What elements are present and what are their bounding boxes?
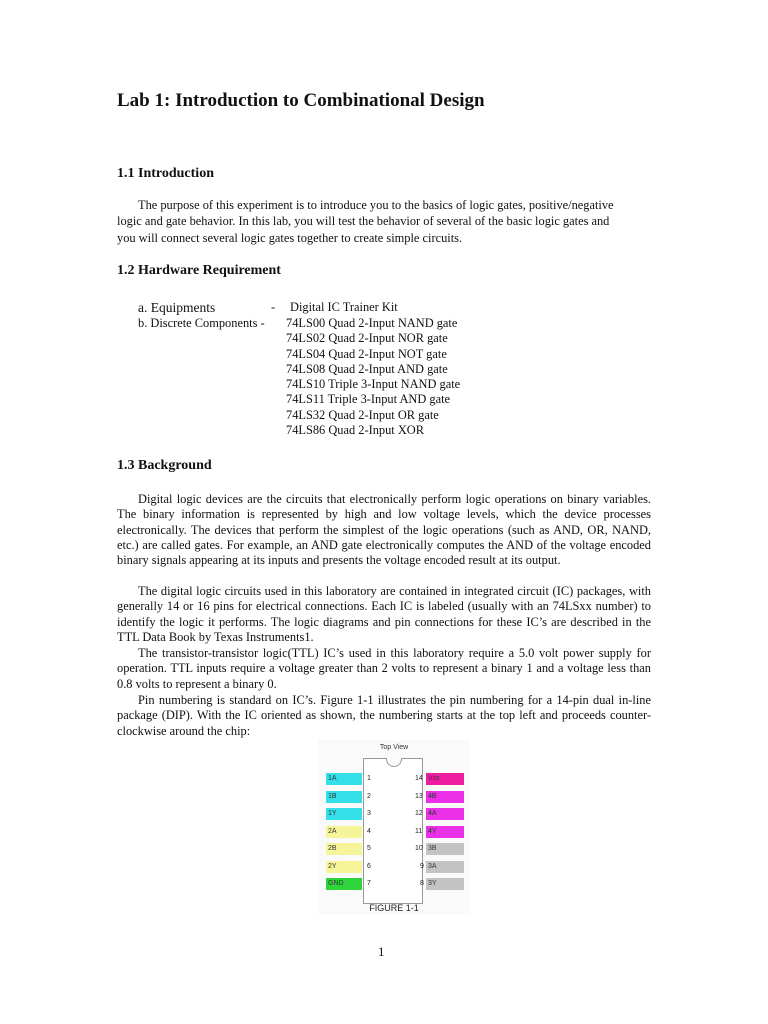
pin-label-left: 1B bbox=[326, 791, 362, 803]
pin-number-left: 5 bbox=[367, 845, 371, 852]
component-item: 74LS08 Quad 2-Input AND gate bbox=[286, 361, 448, 376]
background-text-1: Digital logic devices are the circuits that electronically perform logic operations on binary variables. The binary information is represented by high and low voltage levels, which the device processes electronically. The devices that perform the simplest of the logic operations (such as AND, OR, NAND, etc.) are called gates. For example, an AND gate electronically computes the AND of the voltage encoded binary signals appearing at its inputs and presents the voltage encoded result at its output. bbox=[117, 492, 651, 568]
pin-label-left: 1A bbox=[326, 773, 362, 785]
pin-label-left: 2B bbox=[326, 843, 362, 855]
pin-number-left: 3 bbox=[367, 810, 371, 817]
section-heading-introduction: 1.1 Introduction bbox=[117, 166, 214, 181]
intro-line-1: The purpose of this experiment is to introduce you to the basics of logic gates, positive/negative bbox=[138, 198, 614, 212]
pin-label-left: GND bbox=[326, 878, 362, 890]
equipments-value: Digital IC Trainer Kit bbox=[290, 300, 398, 314]
pin-number-right: 9 bbox=[420, 862, 424, 870]
background-paragraph-3 bbox=[117, 646, 651, 692]
component-item: 74LS86 Quad 2-Input XOR bbox=[286, 423, 425, 438]
pin-label-right: Vcc bbox=[426, 773, 464, 785]
equipments-dash: - bbox=[271, 300, 276, 314]
background-paragraph-1 bbox=[117, 492, 651, 568]
dip-chip-figure bbox=[318, 740, 470, 915]
pin-number-right: 14 bbox=[415, 775, 423, 782]
pin-label-right: 4B bbox=[426, 791, 464, 803]
pin-label-left: 2A bbox=[326, 826, 362, 838]
pin-number-right: 11 bbox=[415, 827, 423, 835]
chip-body bbox=[363, 758, 423, 904]
chip-notch bbox=[386, 758, 402, 767]
pin-label-right: 3A bbox=[426, 861, 464, 873]
pin-number-right: 8 bbox=[420, 880, 424, 887]
pin-number-left: 6 bbox=[367, 862, 371, 870]
discrete-components-label: b. Discrete Components - bbox=[138, 316, 265, 330]
component-item: 74LS02 Quad 2-Input NOR gate bbox=[286, 331, 448, 346]
background-paragraph-2 bbox=[117, 584, 651, 645]
pin-number-left: 1 bbox=[367, 775, 371, 782]
equipments-label: a. Equipments bbox=[138, 300, 216, 315]
pin-label-right: 3Y bbox=[426, 878, 464, 890]
pin-label-right: 4Y bbox=[426, 826, 464, 838]
component-item: 74LS11 Triple 3-Input AND gate bbox=[286, 392, 451, 407]
pin-number-left: 7 bbox=[367, 880, 371, 887]
pin-label-right: 4A bbox=[426, 808, 464, 820]
section-heading-hardware: 1.2 Hardware Requirement bbox=[117, 263, 281, 278]
pin-label-left: 1Y bbox=[326, 808, 362, 820]
background-paragraph-4 bbox=[117, 693, 651, 739]
section-heading-background: 1.3 Background bbox=[117, 458, 212, 473]
pin-label-left: 2Y bbox=[326, 861, 362, 873]
intro-line-2: logic and gate behavior. In this lab, you will test the behavior of several of the basic logic gates and bbox=[117, 214, 610, 229]
figure-caption: FIGURE 1-1 bbox=[369, 903, 419, 913]
pin-number-left: 2 bbox=[367, 792, 371, 800]
pin-number-right: 10 bbox=[415, 845, 423, 852]
intro-paragraph bbox=[117, 197, 614, 246]
component-item: 74LS04 Quad 2-Input NOT gate bbox=[286, 346, 447, 361]
page-number: 1 bbox=[378, 944, 385, 959]
figure-top-view-label: Top View bbox=[379, 744, 409, 751]
component-item: 74LS00 Quad 2-Input NAND gate bbox=[286, 316, 458, 330]
pin-number-right: 12 bbox=[415, 810, 423, 817]
component-item: 74LS10 Triple 3-Input NAND gate bbox=[286, 377, 461, 392]
background-text-2: The digital logic circuits used in this laboratory are contained in integrated circuit (IC) packages, with generally 14 or 16 pins for electrical connections. Each IC is labeled (usually with an 74LSxx number) to identify the logic it performs. The logic diagrams and pin connections for these IC’s are described in the TTL Data Book by Texas Instruments1. bbox=[117, 584, 651, 644]
pin-number-left: 4 bbox=[367, 827, 371, 835]
pin-number-right: 13 bbox=[415, 792, 423, 800]
component-item: 74LS32 Quad 2-Input OR gate bbox=[286, 407, 439, 422]
page-title: Lab 1: Introduction to Combinational Design bbox=[117, 90, 485, 111]
pin-label-right: 3B bbox=[426, 843, 464, 855]
background-text-4: Pin numbering is standard on IC’s. Figure 1-1 illustrates the pin numbering for a 14-pin dual in-line package (DIP). With the IC oriented as shown, the numbering starts at the top left and proceeds counter-clockwise around the chip: bbox=[117, 693, 651, 738]
intro-line-3: you will connect several logic gates together to create simple circuits. bbox=[117, 230, 463, 245]
background-text-3: The transistor-transistor logic(TTL) IC’s used in this laboratory require a 5.0 volt power supply for operation. TTL inputs require a voltage greater than 2 volts to represent a binary 1 and a voltage less than 0.8 volts to represent a binary 0. bbox=[117, 646, 651, 691]
component-list bbox=[286, 316, 460, 438]
